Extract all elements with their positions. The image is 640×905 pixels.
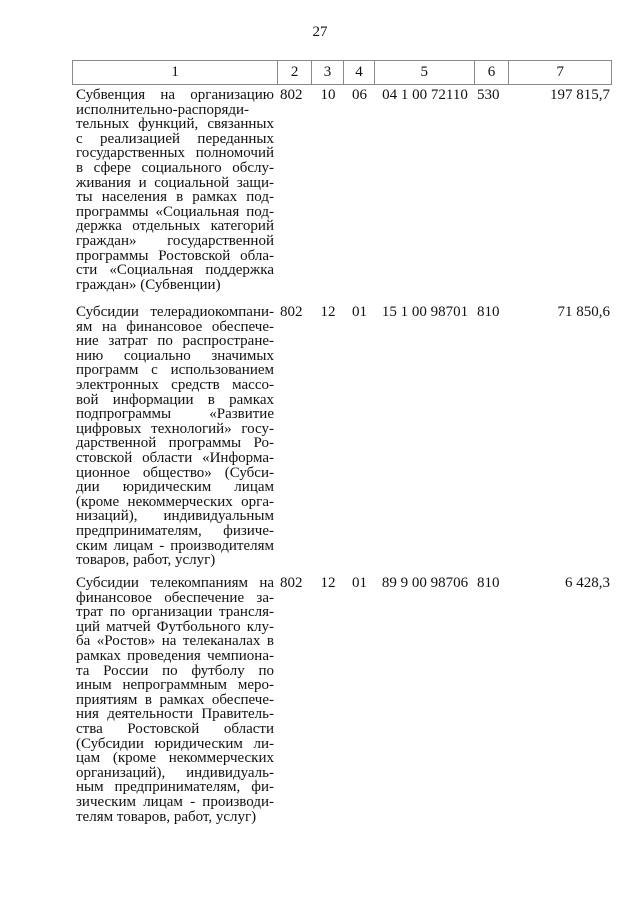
desc-line: ба «Ростов» на телеканалах в [76, 633, 274, 650]
desc-line: цифровых технологий» госу- [76, 420, 274, 437]
desc-line: зическим лицам - производи- [76, 793, 274, 810]
desc-line: цам (кроме некоммерческих [76, 750, 274, 767]
desc-line: нию социально значимых [76, 347, 274, 364]
col-7-value: 197 815,7 [550, 87, 610, 103]
header-col-1: 1 [73, 61, 278, 84]
header-col-3: 3 [312, 61, 344, 84]
desc-line: рамках проведения чемпиона- [76, 647, 274, 664]
col-4-value: 01 [352, 575, 367, 591]
header-col-7: 7 [556, 64, 564, 80]
desc-line: иным непрограммным меро- [76, 677, 274, 694]
desc-line: государственных полномочий [76, 145, 274, 162]
desc-line: электронных средств массо- [76, 376, 274, 393]
col-2-value: 802 [280, 575, 303, 591]
table-header-row [72, 60, 612, 85]
desc-line: с реализацией переданных [76, 130, 274, 147]
desc-line: ты населения в рамках под- [76, 189, 274, 206]
header-col-4: 4 [344, 61, 375, 84]
desc-line: ным предпринимателям, фи- [76, 779, 274, 796]
col-7-value: 6 428,3 [565, 575, 610, 591]
table-row [72, 576, 612, 824]
desc-line: та России по футболу по [76, 662, 274, 679]
desc-line: ций матчей Футбольного клу- [76, 618, 274, 635]
desc-line: программ с использованием [76, 362, 274, 379]
col-4-value: 06 [352, 87, 367, 103]
col-7-value: 71 850,6 [557, 304, 610, 320]
row-description [72, 305, 278, 568]
desc-line: программы «Социальная под- [76, 203, 274, 220]
header-col-5: 5 [375, 61, 475, 84]
desc-line: ским лицам - производителям [76, 537, 274, 554]
row-description [72, 576, 278, 824]
desc-line: низаций), индивидуальным [76, 508, 274, 525]
desc-line: программы Ростовской обла- [76, 247, 274, 264]
table-row [72, 88, 612, 292]
col-3-value: 12 [320, 575, 336, 591]
col-3-value: 10 [320, 87, 336, 103]
desc-line: предпринимателям, физиче- [76, 522, 274, 539]
col-5-value: 89 9 00 98706 [381, 575, 469, 591]
desc-line: товаров, работ, услуг) [76, 552, 216, 569]
desc-line: ционное общество» (Субси- [76, 464, 274, 481]
row-description [72, 88, 278, 292]
col-2-value: 802 [280, 304, 303, 320]
desc-line: трат по организации трансля- [76, 604, 274, 621]
header-col-6: 6 [475, 61, 510, 84]
col-2-value: 802 [280, 87, 303, 103]
desc-line: живания и социальной защи- [76, 174, 274, 191]
desc-line: Субсидии телерадиокомпани- [76, 304, 274, 320]
desc-line: исполнительно-распоряди- [76, 101, 250, 118]
desc-line: (Субсидии юридическим ли- [76, 735, 274, 752]
desc-line: граждан» государственной [76, 232, 274, 249]
desc-line: вой информации в рамках [76, 391, 274, 408]
desc-line: финансовое обеспечение за- [76, 589, 274, 606]
desc-line: сти «Социальная поддержка [76, 262, 274, 279]
col-6-value: 810 [477, 575, 500, 591]
col-4-value: 01 [352, 304, 367, 320]
header-col-2: 2 [278, 61, 312, 84]
desc-line: дии юридическим лицам [76, 479, 274, 496]
col-6-value: 530 [477, 87, 500, 103]
desc-line: подпрограммы «Развитие [76, 406, 274, 423]
col-3-value: 12 [320, 304, 336, 320]
desc-line: ям на финансовое обеспече- [76, 318, 274, 335]
col-6-value: 810 [477, 304, 500, 320]
desc-line: ния деятельности Правитель- [76, 706, 274, 723]
desc-line: дарственной программы Ро- [76, 435, 274, 452]
col-5-value: 15 1 00 98701 [381, 304, 469, 320]
desc-line: организаций), индивидуаль- [76, 764, 274, 781]
desc-line: граждан» (Субвенции) [76, 276, 221, 293]
desc-line: (кроме некоммерческих орга- [76, 493, 274, 510]
table-row [72, 305, 612, 568]
desc-line: в сфере социального обслу- [76, 159, 274, 176]
desc-line: стовской области «Информа- [76, 449, 274, 466]
desc-line: ние затрат по распростране- [76, 333, 274, 350]
desc-line: Субсидии телекомпаниям на [76, 575, 274, 591]
desc-line: телям товаров, работ, услуг) [76, 808, 257, 825]
page-number: 27 [312, 24, 328, 40]
desc-line: ства Ростовской области [76, 720, 274, 737]
desc-line: Субвенция на организацию [76, 87, 274, 103]
desc-line: приятиям в рамках обеспече- [76, 691, 274, 708]
desc-line: тельных функций, связанных [76, 116, 274, 133]
col-5-value: 04 1 00 72110 [382, 87, 468, 103]
desc-line: держка отдельных категорий [76, 218, 274, 235]
